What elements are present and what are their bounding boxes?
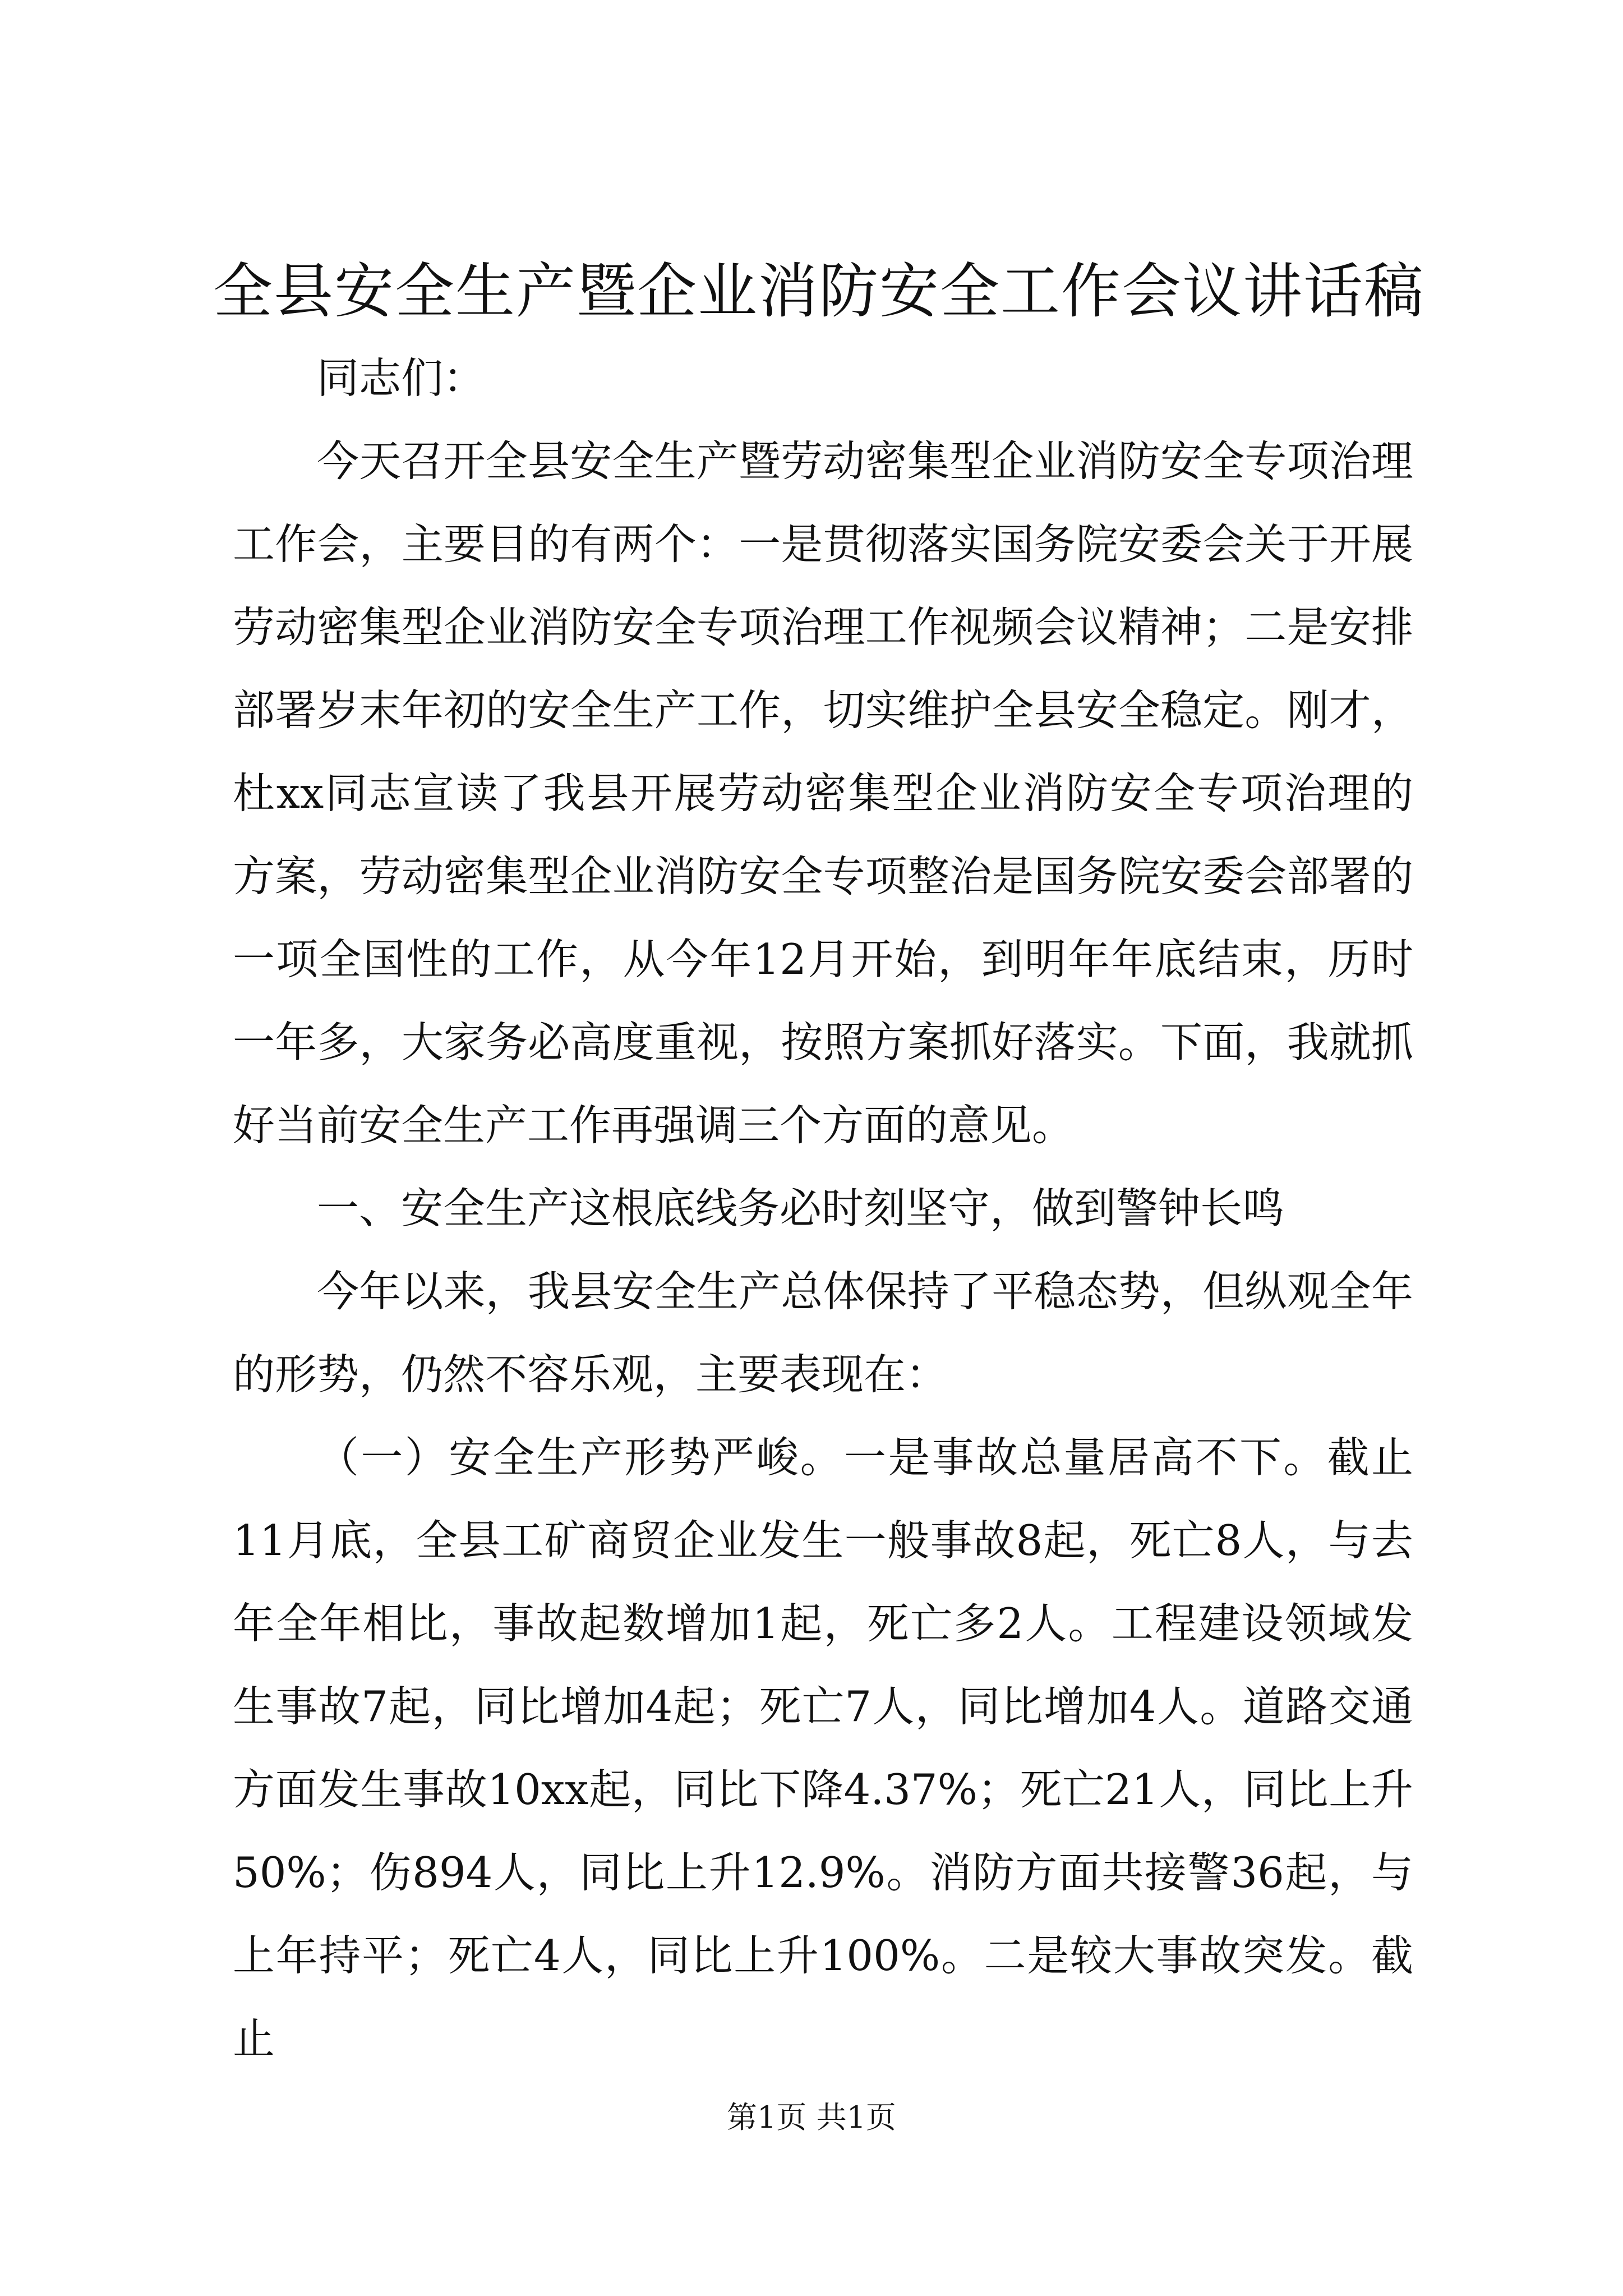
document-title: 全县安全生产暨企业消防安全工作会议讲话稿 [213, 257, 1424, 326]
body-paragraph: （一）安全生产形势严峻。一是事故总量居高不下。截止11月底，全县工矿商贸企业发生一般事故8起，死亡8人，与去年全年相比，事故起数增加1起，死亡多2人。工程建设领域发生事故7起，同比增加4起；死亡7人，同比增加4人。道路交通方面发生事故10xx起，同比下降4.37%；死亡21人，同比上升50%；伤894人，同比上升12.9%。消防方面共接警36起，与上年持平；死亡4人，同比上升100%。二是较大事故突发。截止 [233, 1433, 1413, 2063]
body-paragraph: 今天召开全县安全生产暨劳动密集型企业消防安全专项治理工作会，主要目的有两个：一是贯彻落实国务院安委会关于开展劳动密集型企业消防安全专项治理工作视频会议精神；二是安排部署岁末年初的安全生产工作，切实维护全县安全稳定。刚才，杜xx同志宣读了我县开展劳动密集型企业消防安全专项治理的方案，劳动密集型企业消防安全专项整治是国务院安委会部署的一项全国性的工作，从今年12月开始，到明年年底结束，历时一年多，大家务必高度重视，按照方案抓好落实。下面，我就抓好当前安全生产工作再强调三个方面的意见。 [233, 436, 1413, 1150]
body-paragraph: 今年以来，我县安全生产总体保持了平稳态势，但纵观全年的形势，仍然不容乐观，主要表现在： [233, 1267, 1413, 1399]
document-body [233, 337, 1413, 2080]
page-footer: 第1页 共1页 [727, 2100, 896, 2135]
section-heading: 一、安全生产这根底线务必时刻坚守，做到警钟长鸣 [317, 1184, 1285, 1233]
salutation-paragraph: 同志们： [317, 353, 486, 403]
